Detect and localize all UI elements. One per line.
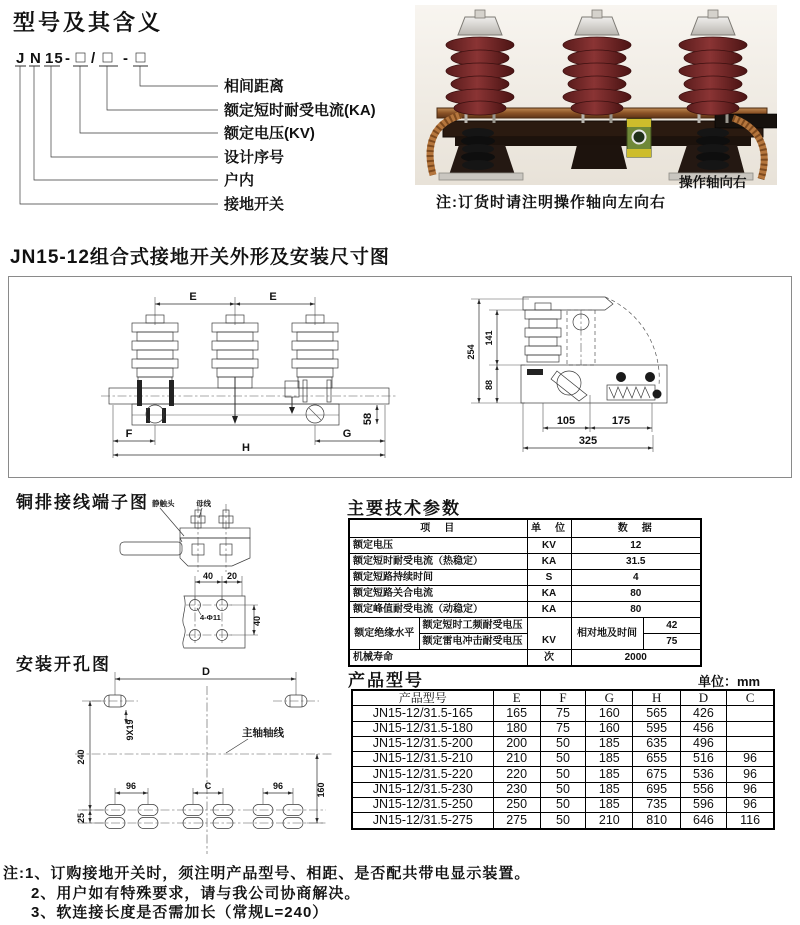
product-table-cell: 426 xyxy=(680,706,726,721)
bellows xyxy=(696,128,730,170)
product-table-cell: 185 xyxy=(586,736,633,751)
top-slots xyxy=(92,695,319,707)
tech-section-title: 主要技术参数 xyxy=(347,499,461,518)
product-col-c: C xyxy=(727,690,774,706)
product-table-cell: JN15-12/31.5-210 xyxy=(352,752,493,767)
tech-item: 额定短路关合电流 xyxy=(349,586,527,602)
product-table-row xyxy=(352,782,774,797)
tech-value: 42 xyxy=(643,618,701,634)
label-static-contact: 静触头 xyxy=(152,499,175,508)
dim-f: F xyxy=(125,428,133,440)
product-table-row xyxy=(352,736,774,751)
product-table-row xyxy=(352,721,774,736)
tech-value: 80 xyxy=(571,602,701,618)
model-designation-diagram xyxy=(10,40,410,225)
label-busbar: 母线 xyxy=(196,499,211,508)
label-main-axis: 主轴轴线 xyxy=(242,727,284,739)
dim-25: 25 xyxy=(76,812,86,824)
product-table-cell: 810 xyxy=(633,813,680,829)
model-code-sep3: - xyxy=(123,50,129,67)
tech-sub-item: 额定短时工频耐受电压 xyxy=(419,618,527,634)
earthing-block xyxy=(627,119,651,157)
label-indoor: 户内 xyxy=(224,172,255,189)
product-table xyxy=(351,689,775,830)
product-table-cell: 200 xyxy=(493,736,540,751)
side-top-arm xyxy=(523,297,613,310)
model-leader-lines xyxy=(20,66,218,204)
product-table-cell: 50 xyxy=(540,798,585,813)
dim-96a: 96 xyxy=(125,781,137,791)
product-header-row xyxy=(352,690,774,706)
product-table-cell: 556 xyxy=(680,782,726,797)
product-table-cell: 275 xyxy=(493,813,540,829)
photo-order-note: 注:订货时请注明操作轴向左向右 xyxy=(436,194,666,211)
tech-header-row xyxy=(349,519,701,538)
tech-row xyxy=(349,570,701,586)
tech-row xyxy=(349,650,701,667)
model-code-series: 15 xyxy=(45,50,64,67)
product-table-row xyxy=(352,813,774,829)
model-code-n: N xyxy=(30,50,42,67)
dim-141: 141 xyxy=(484,330,494,346)
product-table-cell: 185 xyxy=(586,782,633,797)
terminal-side-view xyxy=(120,504,250,572)
product-table-body xyxy=(352,706,774,829)
label-earthing-switch: 接地开关 xyxy=(224,196,285,213)
dim-325: 325 xyxy=(578,435,598,447)
product-col-g: G xyxy=(586,690,633,706)
tech-row xyxy=(349,586,701,602)
product-photo xyxy=(415,5,777,185)
side-view-drawing xyxy=(466,297,667,452)
product-table-cell: 185 xyxy=(586,798,633,813)
model-code-sep2: / xyxy=(91,50,97,67)
product-table-cell: JN15-12/31.5-200 xyxy=(352,736,493,751)
tech-value: 31.5 xyxy=(571,554,701,570)
product-table-cell xyxy=(727,736,774,751)
product-table-cell: 516 xyxy=(680,752,726,767)
model-box-current xyxy=(103,53,112,62)
unit-label: 单位：mm xyxy=(698,674,761,689)
terminal-diagram xyxy=(80,496,300,660)
dim-96b: 96 xyxy=(272,781,284,791)
tech-sub-item: 额定雷电冲击耐受电压 xyxy=(419,634,527,650)
dim-40-top: 40 xyxy=(202,571,214,581)
tech-value: 4 xyxy=(571,570,701,586)
product-table-cell: 50 xyxy=(540,752,585,767)
label-short-time-current: 额定短时耐受电流(KA) xyxy=(224,102,376,119)
dim-g: G xyxy=(342,428,352,440)
product-table-cell: 210 xyxy=(493,752,540,767)
tech-condition: 相对地及时间 xyxy=(571,618,643,650)
tech-col-data: 数 据 xyxy=(571,519,701,538)
product-table-cell: JN15-12/31.5-180 xyxy=(352,721,493,736)
page-title: 型号及其含义 xyxy=(13,10,164,35)
product-col-f: F xyxy=(540,690,585,706)
tech-item-insulation: 额定绝缘水平 xyxy=(349,618,419,650)
dim-c: C xyxy=(204,781,212,791)
dim-d: D xyxy=(202,666,210,678)
mounting-section-title: 安装开孔图 xyxy=(16,655,111,674)
tech-row-insulation-1 xyxy=(349,618,701,634)
product-table-cell: 565 xyxy=(633,706,680,721)
bellows xyxy=(461,128,495,170)
dim-40-right: 40 xyxy=(252,615,262,627)
dim-h: H xyxy=(242,442,250,454)
outline-drawings xyxy=(9,277,789,475)
product-table-cell: 96 xyxy=(727,767,774,782)
product-table-cell: 595 xyxy=(633,721,680,736)
front-base xyxy=(101,377,397,425)
dim-160: 160 xyxy=(316,782,326,798)
product-table-cell: JN15-12/31.5-165 xyxy=(352,706,493,721)
product-table-row xyxy=(352,706,774,721)
model-box-distance xyxy=(136,53,145,62)
product-table-row xyxy=(352,752,774,767)
product-table-row xyxy=(352,798,774,813)
front-view-drawing xyxy=(101,291,397,458)
product-table-cell: 160 xyxy=(586,706,633,721)
tech-item: 额定短路持续时间 xyxy=(349,570,527,586)
dim-175: 175 xyxy=(611,415,631,427)
terminal-section-title: 铜排接线端子图 xyxy=(16,493,149,512)
model-box-voltage xyxy=(76,53,85,62)
note-3: 3、软连接长度是否需加长（常规L=240） xyxy=(31,904,329,921)
bottom-slots xyxy=(78,805,326,829)
note-2: 2、用户如有特殊要求，请与我公司协商解决。 xyxy=(31,884,361,902)
dim-e1: E xyxy=(189,291,197,303)
tech-unit: KA xyxy=(527,554,571,570)
product-section-title: 产品型号 xyxy=(348,671,424,690)
product-table-cell xyxy=(727,721,774,736)
dim-254: 254 xyxy=(466,344,476,360)
product-table-cell: 185 xyxy=(586,767,633,782)
product-table-cell: JN15-12/31.5-220 xyxy=(352,767,493,782)
model-labels xyxy=(223,77,376,213)
product-table-cell: 596 xyxy=(680,798,726,813)
product-table-row xyxy=(352,767,774,782)
product-col-model: 产品型号 xyxy=(352,690,493,706)
product-table-cell: 50 xyxy=(540,782,585,797)
tech-unit: S xyxy=(527,570,571,586)
tech-unit: KV xyxy=(527,538,571,554)
tech-value: 2000 xyxy=(571,650,701,667)
footer-notes xyxy=(3,864,643,923)
dim-58: 58 xyxy=(362,412,374,426)
product-table-cell: 635 xyxy=(633,736,680,751)
outline-section-title: JN15-12组合式接地开关外形及安装尺寸图 xyxy=(10,247,390,268)
product-table-cell: 695 xyxy=(633,782,680,797)
product-table-cell: 646 xyxy=(680,813,726,829)
tech-unit: KA xyxy=(527,602,571,618)
product-table-cell: 456 xyxy=(680,721,726,736)
tech-item: 额定峰值耐受电流（动稳定） xyxy=(349,602,527,618)
product-table-cell: JN15-12/31.5-275 xyxy=(352,813,493,829)
tech-item: 机械寿命 xyxy=(349,650,527,667)
note-1: 注:1、订购接地开关时，须注明产品型号、相距、是否配共带电显示装置。 xyxy=(3,865,531,882)
product-table-cell: 96 xyxy=(727,752,774,767)
tech-unit: KV xyxy=(527,618,571,650)
product-table-cell: 655 xyxy=(633,752,680,767)
product-table-cell: JN15-12/31.5-250 xyxy=(352,798,493,813)
dim-20: 20 xyxy=(226,571,238,581)
product-table-cell: 210 xyxy=(586,813,633,829)
product-table-cell: 496 xyxy=(680,736,726,751)
product-table-cell: 675 xyxy=(633,767,680,782)
dim-88: 88 xyxy=(484,379,494,391)
model-code-sep1: - xyxy=(65,50,71,67)
outline-drawing-box xyxy=(8,276,792,478)
side-insulator xyxy=(525,303,561,362)
product-table-cell: 75 xyxy=(540,706,585,721)
side-base xyxy=(521,365,667,403)
product-col-e: E xyxy=(493,690,540,706)
label-design-serial: 设计序号 xyxy=(224,149,285,166)
product-table-cell: 250 xyxy=(493,798,540,813)
tech-params-table xyxy=(348,518,702,667)
product-table-cell: 185 xyxy=(586,752,633,767)
tech-col-item: 项 目 xyxy=(349,519,527,538)
tech-row xyxy=(349,554,701,570)
product-table-cell: 220 xyxy=(493,767,540,782)
tech-value: 80 xyxy=(571,586,701,602)
mounting-hole-diagram xyxy=(20,662,350,860)
product-table-cell: 50 xyxy=(540,767,585,782)
product-table-cell: 180 xyxy=(493,721,540,736)
product-table-cell: 536 xyxy=(680,767,726,782)
product-table-cell: 165 xyxy=(493,706,540,721)
product-table-cell: 50 xyxy=(540,736,585,751)
dim-e2: E xyxy=(269,291,277,303)
tech-unit: 次 xyxy=(527,650,571,667)
product-table-cell xyxy=(727,706,774,721)
dim-slot: 9X19 xyxy=(125,719,135,741)
product-table-cell: 160 xyxy=(586,721,633,736)
product-table-cell: 96 xyxy=(727,798,774,813)
tech-item: 额定电压 xyxy=(349,538,527,554)
product-table-cell: 230 xyxy=(493,782,540,797)
product-table-cell: JN15-12/31.5-230 xyxy=(352,782,493,797)
product-col-d: D xyxy=(680,690,726,706)
tech-col-unit: 单 位 xyxy=(527,519,571,538)
dim-240: 240 xyxy=(76,749,86,765)
tech-row xyxy=(349,538,701,554)
label-phase-distance: 相间距离 xyxy=(224,78,285,95)
product-col-h: H xyxy=(633,690,680,706)
model-code-j: J xyxy=(16,50,26,67)
product-table-cell: 50 xyxy=(540,813,585,829)
photo-shaft-caption: 操作轴向右 xyxy=(679,175,747,190)
tech-unit: KA xyxy=(527,586,571,602)
terminal-plate-view xyxy=(183,571,262,648)
product-table-cell: 735 xyxy=(633,798,680,813)
label-rated-voltage: 额定电压(KV) xyxy=(224,125,315,142)
tech-value: 12 xyxy=(571,538,701,554)
label-holes: 4-Φ11 xyxy=(200,613,221,622)
tech-value: 75 xyxy=(643,634,701,650)
tech-row xyxy=(349,602,701,618)
product-table-cell: 96 xyxy=(727,782,774,797)
model-code xyxy=(15,50,148,67)
tech-item: 额定短时耐受电流（热稳定） xyxy=(349,554,527,570)
product-table-cell: 116 xyxy=(727,813,774,829)
dim-105: 105 xyxy=(556,415,576,427)
product-table-cell: 75 xyxy=(540,721,585,736)
